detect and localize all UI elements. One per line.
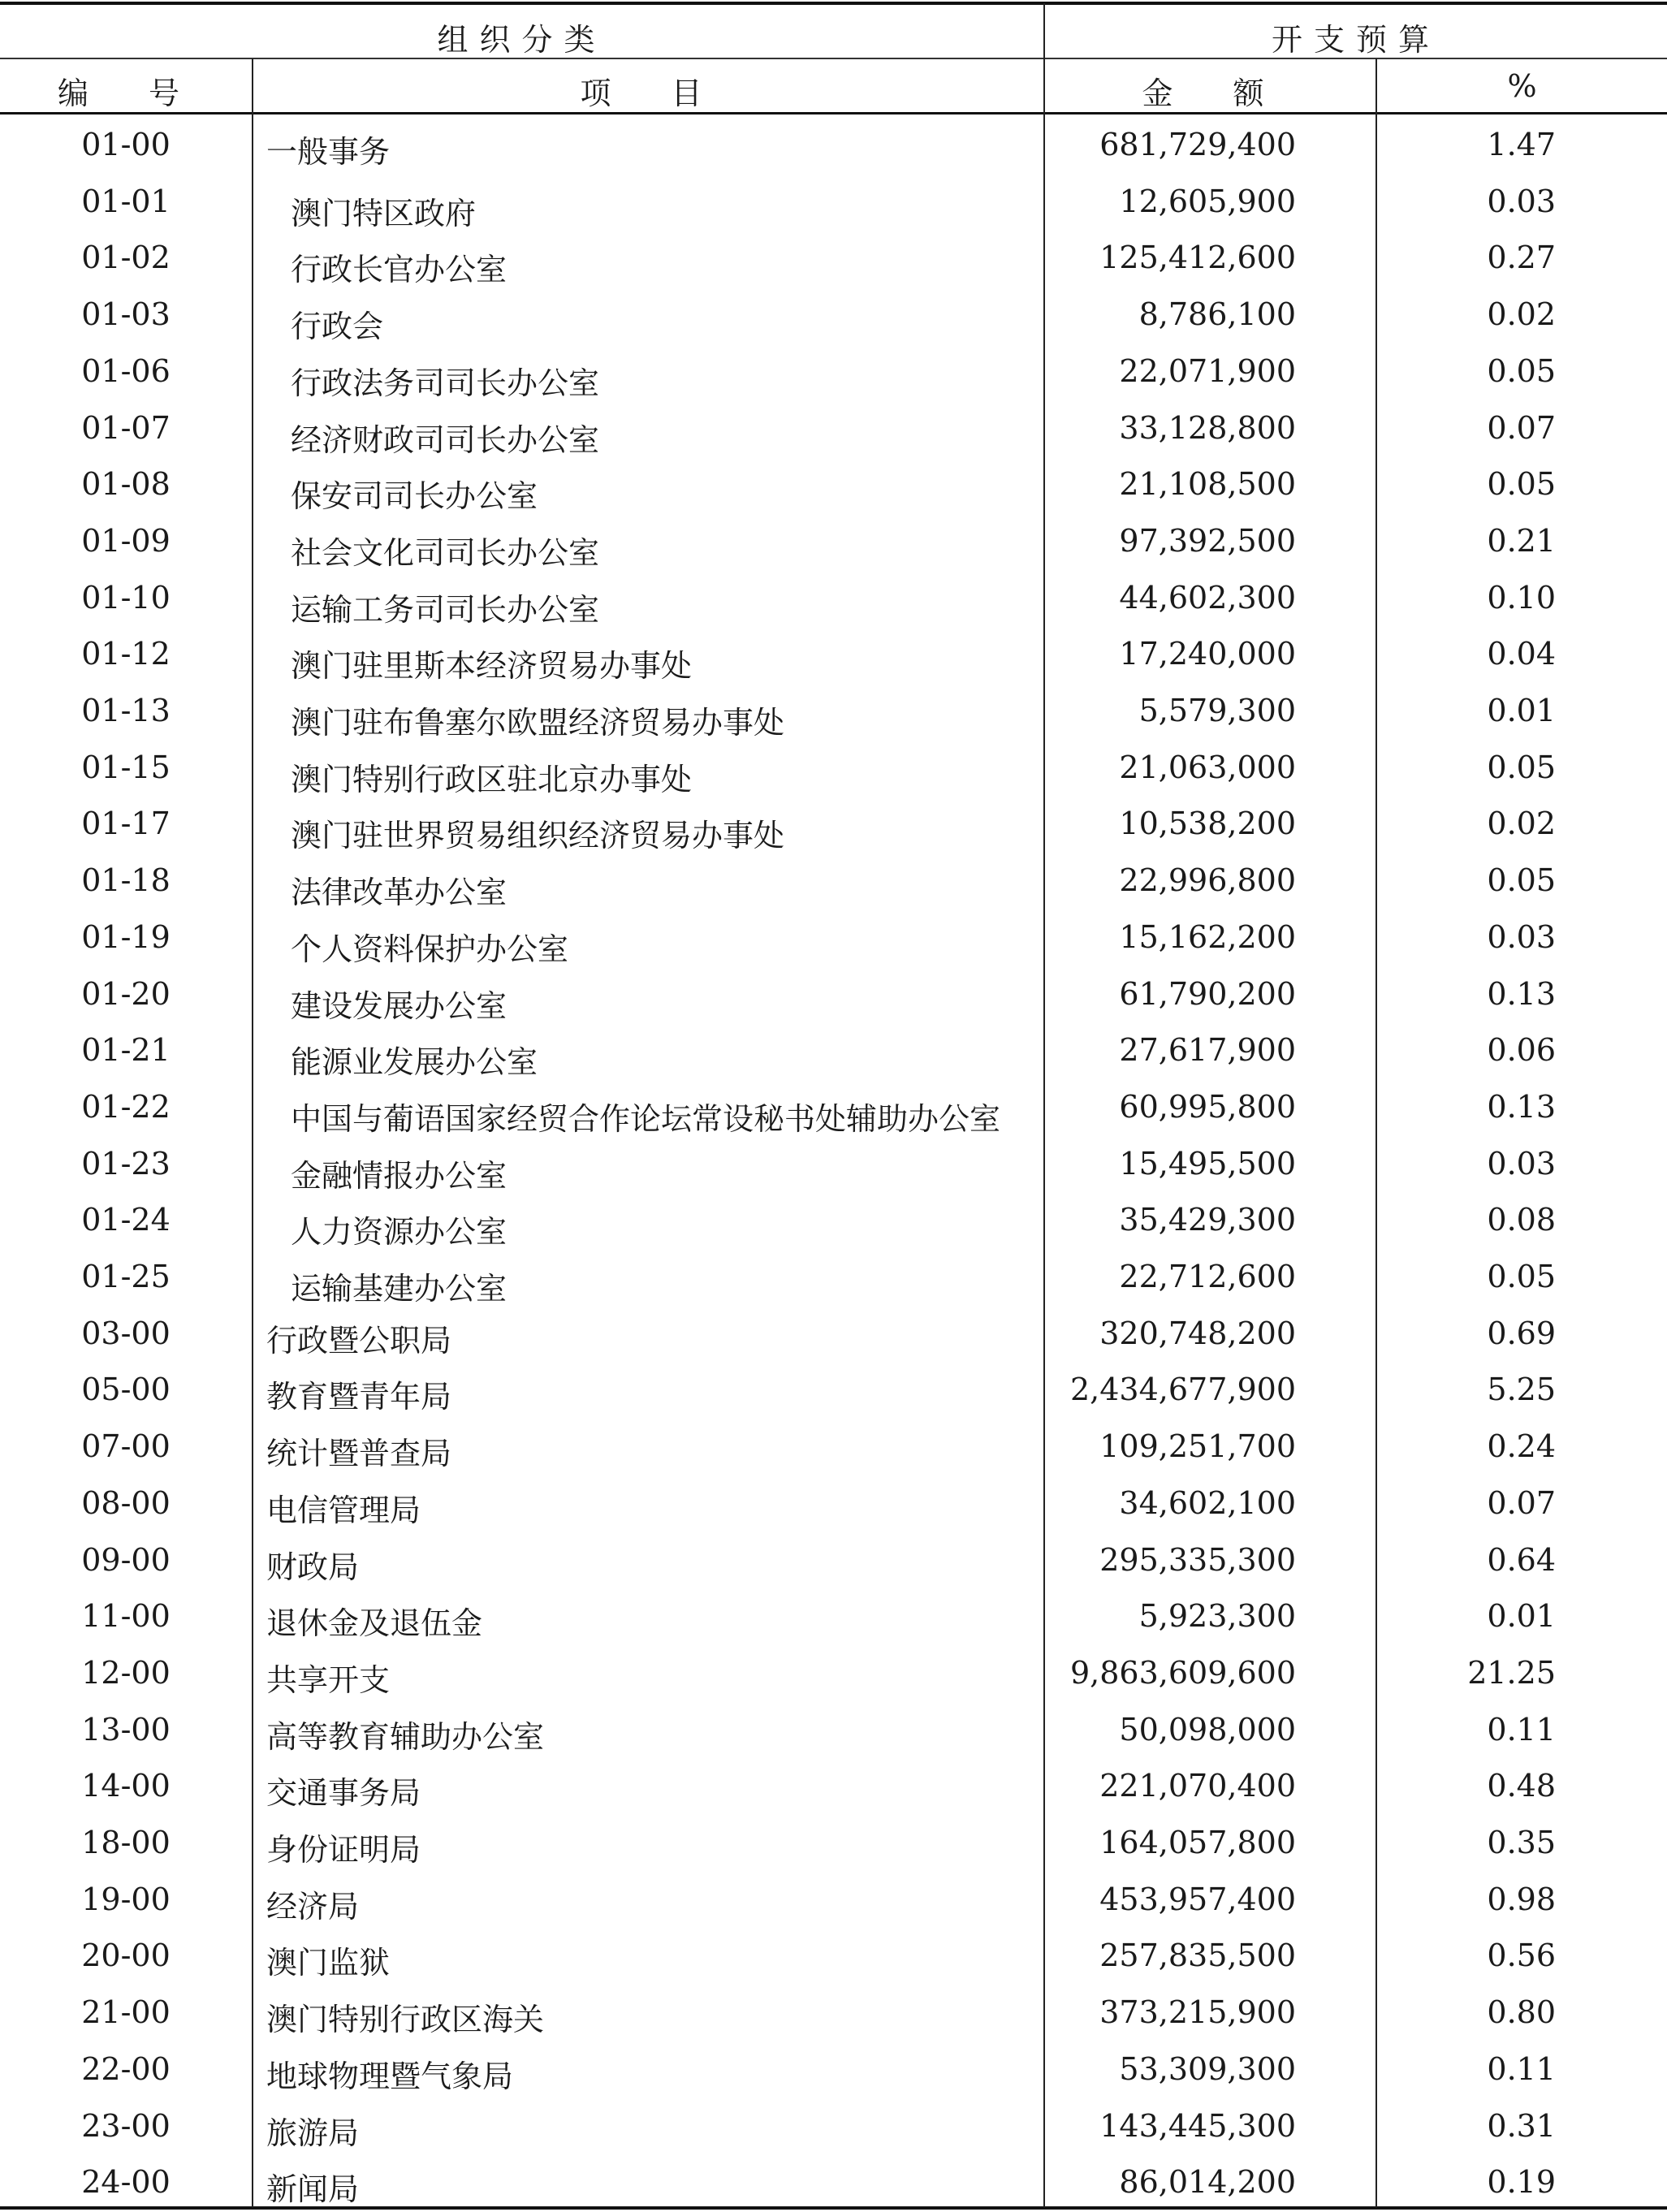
row-amount: 33,128,800: [1119, 409, 1296, 446]
row-item: 澳门特区政府: [291, 195, 477, 231]
row-code: 22-00: [81, 2050, 171, 2087]
row-percent: 0.11: [1487, 2050, 1556, 2087]
table-row: [0, 1926, 1667, 1983]
row-percent: 0.03: [1487, 918, 1556, 955]
row-amount: 86,014,200: [1119, 2164, 1296, 2201]
row-code: 24-00: [81, 2164, 171, 2201]
row-amount: 10,538,200: [1119, 806, 1296, 842]
row-percent: 0.07: [1487, 409, 1556, 446]
table-row: [0, 1021, 1667, 1081]
table-row: [0, 1813, 1667, 1870]
row-item: 澳门驻里斯本经济贸易办事处: [291, 648, 693, 685]
table-row: [0, 1304, 1667, 1361]
row-percent: 5.25: [1487, 1372, 1556, 1408]
row-item: 行政长官办公室: [291, 252, 507, 288]
row-item: 行政会: [291, 309, 384, 345]
row-code: 01-25: [81, 1259, 171, 1294]
row-percent: 0.05: [1487, 352, 1556, 389]
row-percent: 0.48: [1487, 1768, 1556, 1804]
row-percent: 0.06: [1487, 1032, 1556, 1069]
row-amount: 44,602,300: [1119, 579, 1296, 616]
row-percent: 0.02: [1487, 806, 1556, 842]
table-row: [0, 1644, 1667, 1700]
table-row: [0, 1531, 1667, 1588]
row-item: 澳门驻布鲁塞尔欧盟经济贸易办事处: [291, 705, 785, 741]
row-code: 01-21: [81, 1032, 171, 1069]
table-row: [0, 115, 1667, 172]
table-row: [0, 1474, 1667, 1531]
row-item: 中国与葡语国家经贸合作论坛常设秘书处辅助办公室: [291, 1100, 1001, 1137]
table-row: [0, 1983, 1667, 2040]
row-code: 21-00: [81, 1994, 171, 2031]
row-percent: 0.05: [1487, 749, 1556, 785]
row-item: 高等教育辅助办公室: [266, 1718, 545, 1755]
row-item: 澳门特别行政区驻北京办事处: [291, 761, 693, 797]
row-code: 07-00: [81, 1428, 171, 1465]
row-amount: 15,495,500: [1119, 1145, 1296, 1182]
row-percent: 0.69: [1487, 1315, 1556, 1351]
row-percent: 0.11: [1487, 1711, 1556, 1748]
row-amount: 5,923,300: [1138, 1598, 1296, 1635]
row-item: 建设发展办公室: [291, 987, 507, 1024]
row-percent: 0.13: [1487, 975, 1556, 1012]
table-row: [0, 1587, 1667, 1644]
row-code: 11-00: [81, 1598, 171, 1635]
header-budget-group: 开支预算: [1271, 22, 1440, 58]
table-row: [0, 455, 1667, 515]
header-amount: 金 额: [1142, 76, 1279, 111]
row-code: 01-17: [81, 806, 171, 842]
row-amount: 8,786,100: [1138, 296, 1296, 333]
row-amount: 97,392,500: [1119, 522, 1296, 559]
header-percent: %: [1507, 68, 1537, 104]
row-amount: 60,995,800: [1119, 1088, 1296, 1125]
row-amount: 22,071,900: [1119, 352, 1296, 389]
row-percent: 0.05: [1487, 1259, 1556, 1294]
row-code: 01-19: [81, 918, 171, 955]
row-percent: 0.08: [1487, 1202, 1556, 1238]
row-amount: 221,070,400: [1099, 1768, 1296, 1804]
row-item: 财政局: [266, 1549, 360, 1585]
row-item: 新闻局: [266, 2171, 360, 2208]
row-percent: 0.10: [1487, 579, 1556, 616]
row-amount: 34,602,100: [1119, 1484, 1296, 1521]
row-item: 能源业发展办公室: [291, 1044, 538, 1081]
table-row: [0, 624, 1667, 685]
table-row: [0, 342, 1667, 399]
table-row: [0, 512, 1667, 571]
row-amount: 12,605,900: [1119, 183, 1296, 219]
row-code: 19-00: [81, 1881, 171, 1917]
row-percent: 0.05: [1487, 466, 1556, 503]
row-code: 01-09: [81, 522, 171, 559]
row-amount: 22,996,800: [1119, 862, 1296, 899]
row-amount: 109,251,700: [1099, 1428, 1296, 1465]
row-code: 01-07: [81, 409, 171, 446]
table-row: [0, 1134, 1667, 1194]
table-row: [0, 399, 1667, 456]
table-row: [0, 1078, 1667, 1137]
row-item: 交通事务局: [266, 1775, 421, 1812]
row-item: 个人资料保护办公室: [291, 931, 569, 967]
row-item: 经济财政司司长办公室: [291, 421, 600, 458]
row-code: 13-00: [81, 1711, 171, 1748]
row-percent: 0.31: [1487, 2107, 1556, 2144]
row-item: 统计暨普查局: [266, 1436, 452, 1472]
row-percent: 0.04: [1487, 636, 1556, 672]
row-amount: 125,412,600: [1099, 240, 1296, 276]
row-item: 澳门驻世界贸易组织经济贸易办事处: [291, 818, 785, 854]
row-amount: 681,729,400: [1099, 127, 1296, 162]
row-amount: 35,429,300: [1119, 1202, 1296, 1238]
row-item: 地球物理暨气象局: [266, 2058, 514, 2094]
row-amount: 27,617,900: [1119, 1032, 1296, 1069]
row-percent: 0.24: [1487, 1428, 1556, 1465]
row-percent: 0.02: [1487, 296, 1556, 333]
table-row: [0, 1417, 1667, 1474]
row-percent: 0.27: [1487, 240, 1556, 276]
row-code: 09-00: [81, 1541, 171, 1578]
row-code: 01-15: [81, 749, 171, 785]
row-amount: 143,445,300: [1099, 2107, 1296, 2144]
table-row: [0, 2040, 1667, 2097]
row-percent: 0.98: [1487, 1881, 1556, 1917]
row-percent: 0.21: [1487, 522, 1556, 559]
row-code: 01-22: [81, 1088, 171, 1125]
row-code: 01-23: [81, 1145, 171, 1182]
row-percent: 21.25: [1467, 1654, 1556, 1691]
row-amount: 320,748,200: [1099, 1315, 1296, 1351]
row-percent: 1.47: [1487, 127, 1556, 162]
row-item: 澳门监狱: [266, 1945, 391, 1981]
table-row: [0, 1870, 1667, 1927]
row-item: 保安司司长办公室: [291, 478, 538, 515]
header-item: 项 目: [580, 76, 717, 111]
table-row: [0, 965, 1667, 1022]
row-item: 金融情报办公室: [291, 1157, 507, 1194]
row-item: 退休金及退伍金: [266, 1605, 483, 1642]
row-code: 01-00: [81, 127, 171, 162]
row-percent: 0.03: [1487, 1145, 1556, 1182]
row-item: 电信管理局: [266, 1492, 421, 1528]
row-amount: 453,957,400: [1099, 1881, 1296, 1917]
row-item: 运输工务司司长办公室: [291, 591, 600, 628]
row-item: 经济局: [266, 1888, 360, 1925]
row-percent: 0.35: [1487, 1825, 1556, 1860]
row-code: 01-08: [81, 466, 171, 503]
table-row: [0, 738, 1667, 795]
row-amount: 15,162,200: [1119, 918, 1296, 955]
row-code: 01-03: [81, 296, 171, 333]
row-percent: 0.19: [1487, 2164, 1556, 2201]
row-item: 行政暨公职局: [266, 1322, 452, 1359]
row-item: 教育暨青年局: [266, 1379, 452, 1415]
row-percent: 0.01: [1487, 1598, 1556, 1635]
row-code: 01-02: [81, 240, 171, 276]
row-code: 01-24: [81, 1202, 171, 1238]
table-row: [0, 1247, 1667, 1307]
row-percent: 0.56: [1487, 1938, 1556, 1974]
table-row: [0, 285, 1667, 345]
row-percent: 0.07: [1487, 1484, 1556, 1521]
row-percent: 0.05: [1487, 862, 1556, 899]
row-amount: 21,063,000: [1119, 749, 1296, 785]
row-code: 03-00: [81, 1315, 171, 1351]
table-row: [0, 2097, 1667, 2154]
table-row: [0, 851, 1667, 911]
row-percent: 0.13: [1487, 1088, 1556, 1125]
row-percent: 0.01: [1487, 693, 1556, 728]
row-code: 20-00: [81, 1938, 171, 1974]
row-amount: 5,579,300: [1138, 693, 1296, 728]
row-item: 澳门特别行政区海关: [266, 2002, 545, 2038]
top-rule: [0, 2, 1667, 5]
table-row: [0, 172, 1667, 229]
table-row: [0, 1190, 1667, 1251]
table-row: [0, 1756, 1667, 1813]
table-row: [0, 681, 1667, 741]
row-amount: 21,108,500: [1119, 466, 1296, 503]
row-item: 运输基建办公室: [291, 1271, 507, 1307]
row-percent: 0.03: [1487, 183, 1556, 219]
row-item: 一般事务: [266, 134, 391, 170]
row-code: 18-00: [81, 1825, 171, 1860]
header-code: 编 号: [57, 76, 194, 111]
table-row: [0, 568, 1667, 628]
row-code: 01-13: [81, 693, 171, 728]
table-row: [0, 2153, 1667, 2210]
row-code: 23-00: [81, 2107, 171, 2144]
row-amount: 50,098,000: [1119, 1711, 1296, 1748]
row-code: 01-12: [81, 636, 171, 672]
row-code: 01-06: [81, 352, 171, 389]
row-code: 01-20: [81, 975, 171, 1012]
row-amount: 9,863,609,600: [1069, 1654, 1296, 1691]
table-row: [0, 908, 1667, 965]
row-amount: 53,309,300: [1119, 2050, 1296, 2087]
row-item: 共享开支: [266, 1661, 391, 1698]
row-amount: 164,057,800: [1099, 1825, 1296, 1860]
row-item: 身份证明局: [266, 1832, 421, 1868]
row-item: 旅游局: [266, 2115, 360, 2151]
table-row: [0, 228, 1667, 288]
row-item: 社会文化司司长办公室: [291, 534, 600, 571]
row-amount: 17,240,000: [1119, 636, 1296, 672]
row-code: 01-01: [81, 183, 171, 219]
row-amount: 257,835,500: [1099, 1938, 1296, 1974]
row-code: 14-00: [81, 1768, 171, 1804]
row-amount: 2,434,677,900: [1069, 1372, 1296, 1408]
row-code: 01-10: [81, 579, 171, 616]
header-org-group: 组织分类: [437, 22, 607, 58]
row-amount: 22,712,600: [1119, 1259, 1296, 1294]
row-item: 行政法务司司长办公室: [291, 365, 600, 401]
row-percent: 0.80: [1487, 1994, 1556, 2031]
row-amount: 61,790,200: [1119, 975, 1296, 1012]
row-code: 01-18: [81, 862, 171, 899]
row-amount: 373,215,900: [1099, 1994, 1296, 2031]
row-item: 人力资源办公室: [291, 1214, 507, 1251]
table-row: [0, 1700, 1667, 1757]
table-row: [0, 1360, 1667, 1417]
row-code: 12-00: [81, 1654, 171, 1691]
row-code: 08-00: [81, 1484, 171, 1521]
row-code: 05-00: [81, 1372, 171, 1408]
table-row: [0, 794, 1667, 854]
row-amount: 295,335,300: [1099, 1541, 1296, 1578]
row-percent: 0.64: [1487, 1541, 1556, 1578]
row-item: 法律改革办公室: [291, 875, 507, 911]
